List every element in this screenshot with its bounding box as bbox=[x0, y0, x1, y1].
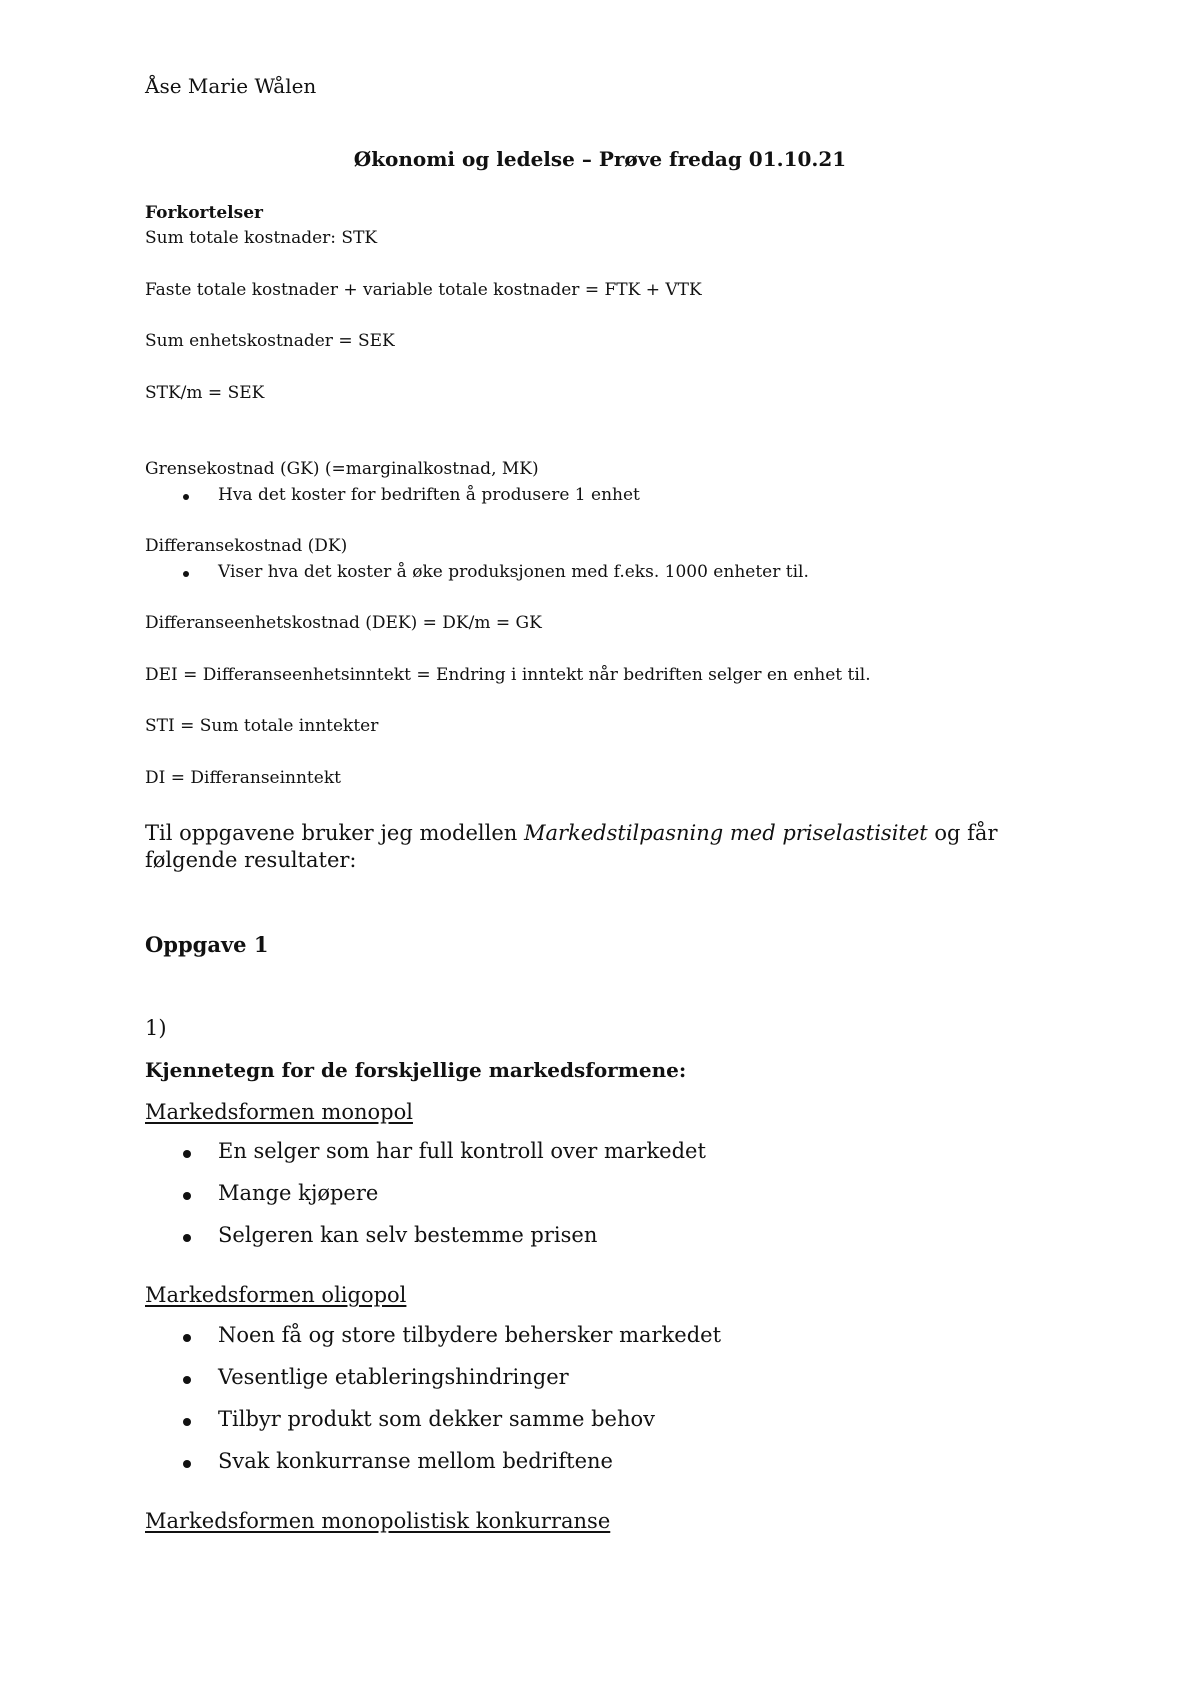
list-item-text: Svak konkurranse mellom bedriftene bbox=[218, 1449, 613, 1473]
abbreviation-line: DEI = Differanseenhetsinntekt = Endring i inntekt når bedriften selger en enhet til. bbox=[145, 665, 871, 685]
task-number: 1) bbox=[145, 1016, 167, 1040]
bullet-icon bbox=[183, 1334, 191, 1342]
list-item-text: Selgeren kan selv bestemme prisen bbox=[218, 1223, 598, 1247]
intro-text-before: Til oppgavene bruker jeg modellen bbox=[145, 821, 524, 845]
bullet-icon bbox=[183, 494, 189, 500]
abbreviation-line: STI = Sum totale inntekter bbox=[145, 716, 379, 736]
abbreviation-line: Differanseenhetskostnad (DEK) = DK/m = GK bbox=[145, 613, 542, 633]
bullet-icon bbox=[183, 1234, 191, 1242]
task-heading: Oppgave 1 bbox=[145, 932, 269, 957]
abbreviation-line: STK/m = SEK bbox=[145, 383, 265, 403]
oligopoly-heading: Markedsformen oligopol bbox=[145, 1283, 407, 1307]
dk-label: Differansekostnad (DK) bbox=[145, 536, 348, 556]
bullet-text: Hva det koster for bedriften å produsere 1 enhet bbox=[218, 485, 640, 505]
monopoly-heading: Markedsformen monopol bbox=[145, 1100, 413, 1124]
bullet-icon bbox=[183, 1192, 191, 1200]
abbreviation-line: Sum totale kostnader: STK bbox=[145, 228, 378, 248]
model-name: Markedstilpasning med priselastisitet bbox=[523, 821, 928, 845]
abbreviation-line: Faste totale kostnader + variable totale kostnader = FTK + VTK bbox=[145, 280, 702, 300]
list-item-text: Noen få og store tilbydere behersker markedet bbox=[218, 1323, 722, 1347]
list-item-text: En selger som har full kontroll over markedet bbox=[218, 1139, 706, 1163]
model-intro-paragraph bbox=[145, 820, 1045, 874]
bullet-icon bbox=[183, 1376, 191, 1384]
bullet-icon bbox=[183, 1418, 191, 1426]
list-item-text: Vesentlige etableringshindringer bbox=[218, 1365, 569, 1389]
bullet-text: Viser hva det koster å øke produksjonen med f.eks. 1000 enheter til. bbox=[218, 562, 809, 582]
abbreviations-heading: Forkortelser bbox=[145, 203, 263, 223]
bullet-icon bbox=[183, 1460, 191, 1468]
intro-text-after: og får følgende resultater: bbox=[145, 821, 998, 872]
abbreviation-line: Sum enhetskostnader = SEK bbox=[145, 331, 395, 351]
bullet-icon bbox=[183, 1150, 191, 1158]
monopolistic-competition-heading: Markedsformen monopolistisk konkurranse bbox=[145, 1509, 611, 1533]
document-title: Økonomi og ledelse – Prøve fredag 01.10.21 bbox=[353, 147, 847, 171]
gk-label: Grensekostnad (GK) (=marginalkostnad, MK) bbox=[145, 459, 539, 479]
abbreviation-line: DI = Differanseinntekt bbox=[145, 768, 341, 788]
bullet-icon bbox=[183, 571, 189, 577]
list-item-text: Tilbyr produkt som dekker samme behov bbox=[218, 1407, 655, 1431]
list-item-text: Mange kjøpere bbox=[218, 1181, 379, 1205]
author-name: Åse Marie Wålen bbox=[145, 74, 317, 98]
task-subheading: Kjennetegn for de forskjellige markedsformene: bbox=[145, 1058, 687, 1082]
